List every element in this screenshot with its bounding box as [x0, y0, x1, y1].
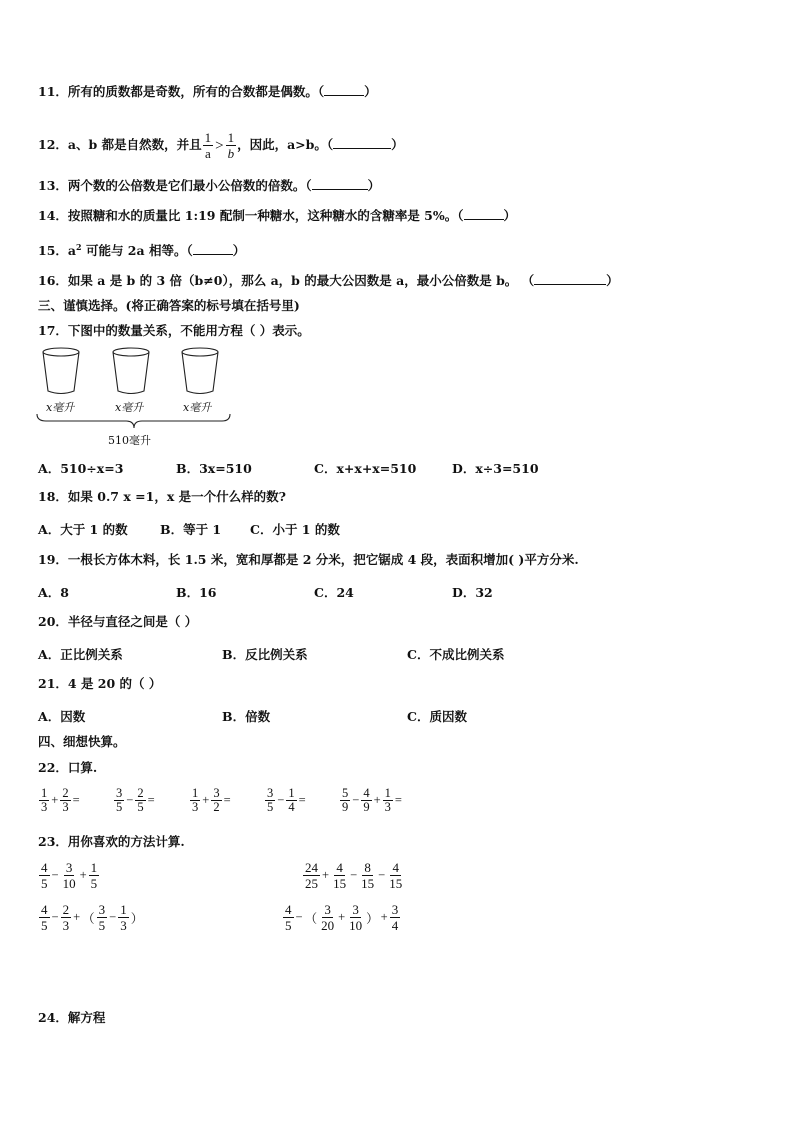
- question-12: [38, 130, 404, 161]
- question-14: [38, 207, 516, 224]
- greater-than: >: [215, 137, 224, 154]
- question-20: [38, 614, 197, 630]
- question-15: [38, 239, 245, 259]
- option-b[interactable]: B．反比例关系: [222, 647, 308, 662]
- fraction-1-over-a: $\frac{1}{a}$: [204, 130, 212, 161]
- paren-close: ）: [232, 243, 246, 258]
- option-a[interactable]: A．8: [38, 585, 69, 600]
- total-label: 510毫升: [108, 434, 151, 447]
- var-a: a: [67, 243, 77, 258]
- answer-blank[interactable]: [333, 136, 391, 149]
- section-4-heading: 四、细想快算。: [38, 734, 126, 749]
- question-text-post: ，因此，a>b。（: [237, 137, 334, 152]
- option-b[interactable]: B．等于 1: [160, 522, 222, 537]
- answer-blank[interactable]: [312, 177, 368, 190]
- question-text: 一根长方体木料，长 1.5 米，宽和厚都是 2 分米，把它锯成 4 段，表面积增加( )平方分米.: [67, 552, 579, 567]
- oral-calc-2: $\frac{3}{5}$ − $\frac{2}{5}$ =: [116, 786, 155, 814]
- option-c[interactable]: C．24: [314, 585, 354, 600]
- fraction-1-over-b: $\frac{1}{b}$: [227, 130, 235, 161]
- question-21: [38, 676, 161, 692]
- option-a[interactable]: A．正比例关系: [38, 647, 123, 662]
- option-a[interactable]: A．因数: [38, 709, 86, 724]
- question-11: [38, 83, 377, 100]
- question-number: 23．: [38, 834, 68, 849]
- question-number: 21．: [38, 676, 68, 691]
- option-c[interactable]: C．x+x+x=510: [314, 461, 417, 476]
- question-22: [38, 760, 97, 776]
- question-text: 用你喜欢的方法计算.: [67, 834, 185, 849]
- cup-label: x毫升: [115, 401, 144, 414]
- oral-calc-3: $\frac{1}{3}$ + $\frac{3}{2}$ =: [192, 786, 231, 814]
- calc-expression-4: $\frac{4}{5}$ − （ $\frac{3}{20}$ + $\frac{3}{10}$ ） + $\frac{3}{4}$: [285, 902, 399, 933]
- answer-blank[interactable]: [324, 83, 364, 96]
- question-number: 11．: [38, 84, 68, 99]
- option-a[interactable]: A．大于 1 的数: [38, 522, 128, 537]
- question-16: [38, 272, 619, 289]
- question-text: 半径与直径之间是（ ）: [67, 614, 198, 629]
- question-number: 19．: [38, 552, 68, 567]
- option-c[interactable]: C．质因数: [407, 709, 467, 724]
- option-b[interactable]: B．3x=510: [176, 461, 252, 476]
- question-text-pre: a、b 都是自然数，并且: [67, 137, 202, 152]
- cups-figure: [38, 344, 238, 400]
- cup-label: x毫升: [183, 401, 212, 414]
- question-text: 如果 0.7 x =1，x 是一个什么样的数?: [67, 489, 286, 504]
- oral-calc-5: $\frac{5}{9}$ − $\frac{4}{9}$ + $\frac{1}{3}$ =: [342, 786, 402, 814]
- question-number: 18．: [38, 489, 68, 504]
- option-d[interactable]: D．x÷3=510: [452, 461, 539, 476]
- question-number: 22．: [38, 760, 68, 775]
- paren-close: ）: [503, 208, 517, 223]
- question-text: 两个数的公倍数是它们最小公倍数的倍数。（: [67, 178, 312, 193]
- option-c[interactable]: C．不成比例关系: [407, 647, 505, 662]
- question-text: 4 是 20 的（ ）: [67, 676, 162, 691]
- answer-blank[interactable]: [534, 272, 606, 285]
- cup-icon: [43, 348, 79, 394]
- option-b[interactable]: B．16: [176, 585, 217, 600]
- question-17: [38, 323, 310, 339]
- exponent: 2: [76, 242, 82, 252]
- option-b[interactable]: B．倍数: [222, 709, 271, 724]
- calc-expression-1: $\frac{4}{5}$ − $\frac{3}{10}$ + $\frac{1}{5}$: [41, 860, 98, 891]
- paren-close: ）: [391, 137, 404, 152]
- question-text: 口算.: [67, 760, 98, 775]
- question-number: 24．: [38, 1010, 68, 1025]
- cup-icon: [182, 348, 218, 394]
- option-a[interactable]: A．510÷x=3: [38, 461, 124, 476]
- question-text: 如果 a 是 b 的 3 倍（b≠0），那么 a，b 的最大公因数是 a，最小公倍数是 b。 （: [67, 273, 535, 288]
- paren-close: ）: [364, 84, 377, 99]
- question-24: [38, 1010, 105, 1026]
- cup-icon: [113, 348, 149, 394]
- calc-expression-2: $\frac{24}{25}$ + $\frac{4}{15}$ − $\frac{8}{15}$ − $\frac{4}{15}$: [305, 860, 403, 891]
- answer-blank[interactable]: [193, 242, 233, 255]
- question-number: 12．: [38, 137, 68, 152]
- section-3-heading: 三、谨慎选择。(将正确答案的标号填在括号里): [38, 298, 300, 313]
- paren-close: ）: [367, 178, 381, 193]
- paren-close: ）: [606, 273, 619, 288]
- question-18: [38, 489, 286, 505]
- calc-expression-3: $\frac{4}{5}$ − $\frac{2}{3}$ + （ $\frac{3}{5}$ − $\frac{1}{3}$ ）: [41, 902, 144, 933]
- option-d[interactable]: D．32: [452, 585, 493, 600]
- question-text: 下图中的数量关系，不能用方程（ ）表示。: [67, 323, 310, 338]
- question-19: [38, 552, 579, 568]
- question-number: 13．: [38, 178, 68, 193]
- oral-calc-1: $\frac{1}{3}$ + $\frac{2}{3}$ =: [41, 786, 80, 814]
- oral-calc-4: $\frac{3}{5}$ − $\frac{1}{4}$ =: [267, 786, 306, 814]
- question-number: 16．: [38, 273, 68, 288]
- question-text: 按照糖和水的质量比 1:19 配制一种糖水，这种糖水的含糖率是 5%。（: [67, 208, 464, 223]
- answer-blank[interactable]: [464, 207, 504, 220]
- question-number: 15．: [38, 243, 68, 258]
- question-number: 14．: [38, 208, 68, 223]
- question-text: 所有的质数都是奇数，所有的合数都是偶数。（: [67, 84, 325, 99]
- question-23: [38, 834, 185, 850]
- question-number: 17．: [38, 323, 68, 338]
- question-text: 可能与 2a 相等。（: [81, 243, 193, 258]
- option-c[interactable]: C．小于 1 的数: [250, 522, 340, 537]
- question-number: 20．: [38, 614, 68, 629]
- question-13: [38, 177, 380, 194]
- question-text: 解方程: [67, 1010, 106, 1025]
- brace-icon: [34, 412, 234, 430]
- cup-label: x毫升: [46, 401, 75, 414]
